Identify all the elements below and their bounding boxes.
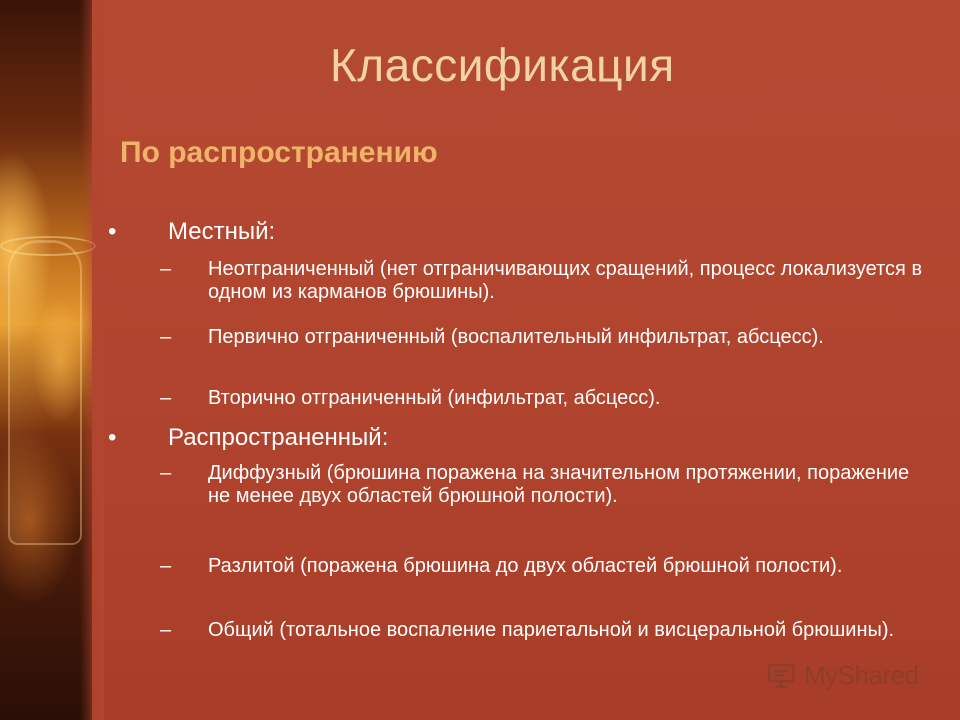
watermark <box>766 655 926 695</box>
slide-title: Классификация <box>330 39 675 91</box>
dash-icon: – <box>160 387 172 409</box>
bullet-label: Распространенный: <box>168 424 389 451</box>
dash-icon: – <box>160 326 172 348</box>
list-item-text: Неотграниченный (нет отграничивающих сращений, процесс локализуется в одном из карманов брюшины). <box>208 258 923 303</box>
list-item-text: Первично отграниченный (воспалительный инфильтрат, абсцесс). <box>208 326 824 348</box>
dash-icon: – <box>160 462 172 484</box>
bullet-icon: • <box>108 218 117 245</box>
dash-icon: – <box>160 619 172 641</box>
slide-subtitle: По распространению <box>120 136 438 169</box>
bullet-icon: • <box>108 424 117 451</box>
dash-icon: – <box>160 555 172 577</box>
list-item-text: Вторично отграниченный (инфильтрат, абсцесс). <box>208 387 661 409</box>
presentation-board-icon <box>766 660 796 690</box>
list-item-text: Общий (тотальное воспаление париетальной и висцеральной брюшины). <box>208 619 895 641</box>
dash-icon: – <box>160 258 172 280</box>
bullet-label: Местный: <box>168 218 276 245</box>
list-item-text: Диффузный (брюшина поражена на значительном протяжении, поражение не менее двух областей брюшной полости). <box>208 462 910 507</box>
list-item-text: Разлитой (поражена брюшина до двух областей брюшной полости). <box>208 555 843 577</box>
watermark-text: MyShared <box>804 659 919 690</box>
